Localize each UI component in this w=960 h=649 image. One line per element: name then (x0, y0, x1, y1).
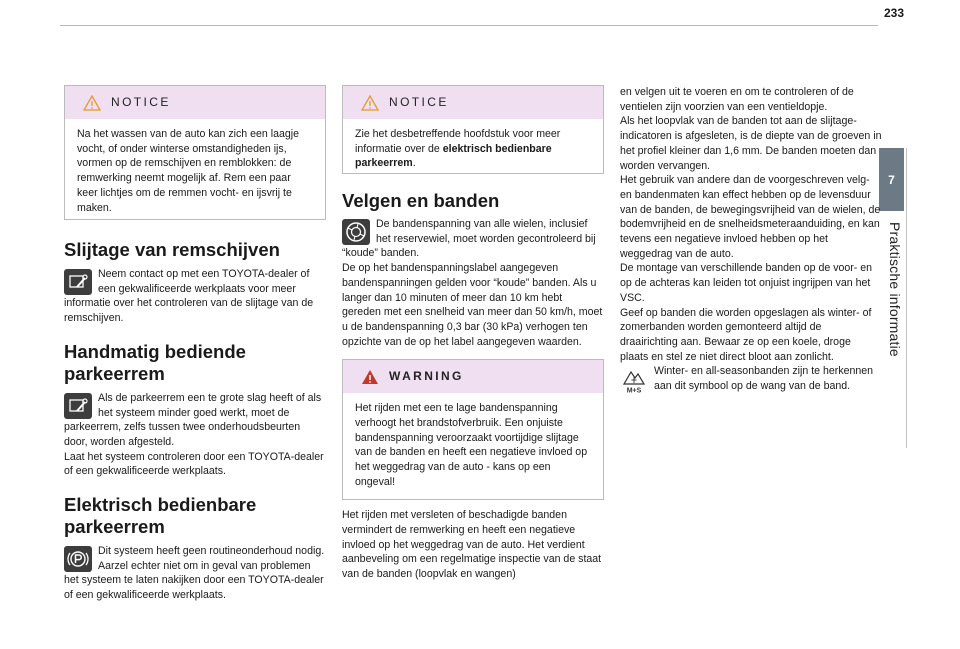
col3-text-4: De montage van verschillende banden op de voor- en op de achteras kan leiden tot onjuist ingrijpen van het VSC. (620, 262, 873, 304)
velgen-text-1: De bandenspanning van alle wielen, inclusief het reservewiel, moet worden gecontroleerd bij “koude” banden. (342, 218, 596, 260)
velgen-tail-text: Het rijden met versleten of beschadigde banden vermindert de remwerking en heeft een negatieve invloed op het weggedrag van de auto. Het verdient aanbeveling om een regelmatige inspectie van de staat van de banden (loopvlak en wangen) (342, 509, 602, 581)
notice-text: Na het wassen van de auto kan zich een laagje vocht, of onder winterse omstandigheden ijs, vormen op de remschijven en remblokken: de remwerking neemt mogelijk af. Rem een paar keer lichtjes om de remmen vocht- en ijsvrij te maken. (77, 128, 300, 214)
caution-triangle-icon (83, 95, 101, 111)
notice-box-washing (64, 85, 326, 220)
section-velgen (342, 217, 604, 349)
parking-brake-icon (64, 546, 92, 572)
service-wrench-icon (64, 269, 92, 295)
section-ms-symbol (620, 364, 882, 393)
warning-title: WARNING (389, 369, 464, 384)
col3-text-5: Geef op banden die worden opgeslagen als winter- of zomerbanden worden gemonteerd altijd de draairichting aan. Bewaar ze op een koele, droge plaats en stel ze niet direct bloot aan zonlicht. (620, 306, 872, 363)
col3-text-1: en velgen uit te voeren en om te controleren of de ventielen zijn voorzien van een ventieldopje. (620, 86, 854, 113)
heading-velgen: Velgen en banden (342, 190, 500, 211)
page-number: 233 (884, 6, 905, 20)
notice-header (343, 86, 603, 119)
notice-title: NOTICE (389, 95, 449, 110)
section-slijtage (64, 267, 326, 326)
chapter-tab[interactable]: 7 (879, 148, 904, 211)
column-3 (620, 85, 882, 394)
heading-elektrisch-line2: parkeerrem (64, 516, 165, 538)
section-elektrisch (64, 544, 326, 603)
warning-header (343, 360, 603, 393)
heading-elektrisch (64, 494, 326, 538)
handmatig-text-2: Laat het systeem controleren door een TOYOTA-dealer of een gekwalificeerde werkplaats. (64, 450, 324, 478)
elektrisch-text: Dit systeem heeft geen routineonderhoud nodig. Aarzel echter niet om in geval van problemen het systeem te laten nakijken door een TOYOTA-dealer of een gekwalificeerde werkplaats. (64, 545, 325, 602)
handmatig-text-1: Als de parkeerrem een te grote slag heeft of als het systeem minder goed werkt, moet de parkeerrem, zelfs tussen twee onderhoudsbeurten door, worden afgesteld. (64, 391, 322, 448)
heading-slijtage: Slijtage van remschijven (64, 239, 280, 260)
notice-text (355, 127, 591, 171)
section-handmatig (64, 391, 326, 479)
col3-text-2: Als het loopvlak van de banden tot aan de slijtage-indicatoren is afgesleten, is de diepte van de groeven in het profiel kleiner dan 1,6 mm. De banden moeten dan worden vervangen. (620, 115, 882, 172)
column-1 (64, 85, 326, 603)
chapter-title: Praktische informatie (887, 222, 903, 357)
col3-text-3: Het gebruik van andere dan de voorgeschreven velg- en bandenmaten kan effect hebben op de levensduur van de banden, de bewegingsvrijheid van de wielen, de bodemvrijheid en de snelheidsmeteraanduiding, en kan tevens een negatieve invloed hebben op het weggedrag van de auto. (620, 174, 881, 260)
warning-box (342, 359, 604, 500)
warning-triangle-icon (361, 369, 379, 385)
notice-header (65, 86, 325, 119)
notice-text-pre: Zie het desbetreffende hoofdstuk voor meer informatie over de (355, 128, 561, 155)
notice-text-link[interactable]: elektrisch bedienbare parkeerrem (355, 142, 552, 170)
notice-title: NOTICE (111, 95, 171, 110)
warning-text: Het rijden met een te lage bandenspanning verhoogt het brandstofverbruik. Een onjuiste bandenspanning veroorzaakt voortijdige slijtage van de banden en heeft een negatieve invloed op het weggedrag van de auto - kans op een ongeval! (355, 402, 588, 488)
caution-triangle-icon (361, 95, 379, 111)
tire-icon (342, 219, 370, 245)
slijtage-text: Neem contact op met een TOYOTA-dealer of een gekwalificeerde werkplaats voor meer informatie over het controleren van de slijtage van de remschijven. (64, 268, 314, 325)
ms-symbol-text: M+S (626, 387, 642, 395)
velgen-text-2: De op het bandenspanningslabel aangegeven bandenspanningen gelden voor “koude” banden. Als u langer dan 10 minuten of meer dan 10 km hebt gereden met een snelheid van meer dan 50 km/h, moet u de bandenspanning 0,3 bar (30 kPa) verhogen ten opzichte van de op het label aangegeven waarden. (342, 262, 603, 348)
column-2 (342, 85, 604, 582)
snowflake-mountain-icon (620, 366, 648, 394)
heading-elektrisch-line1: Elektrisch bedienbare (64, 494, 257, 516)
notice-text-post: . (412, 157, 416, 170)
side-rule (906, 148, 907, 448)
heading-handmatig-line1: Handmatig bediende (64, 340, 246, 362)
notice-box-parking-brake (342, 85, 604, 174)
top-rule (60, 25, 878, 26)
service-wrench-icon (64, 393, 92, 419)
heading-handmatig-line2: parkeerrem (64, 362, 165, 384)
heading-handmatig (64, 341, 326, 385)
col3-text-6: Winter- en all-seasonbanden zijn te herkennen aan dit symbool op de wang van de band. (654, 365, 874, 393)
